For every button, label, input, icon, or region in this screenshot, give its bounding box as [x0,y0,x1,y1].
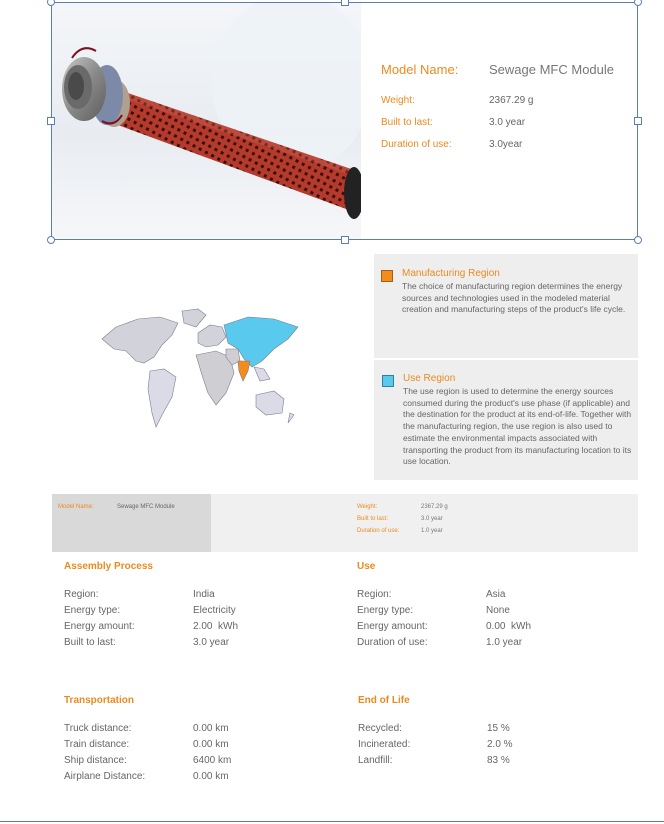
recycled-value: 15 % [487,723,510,734]
incinerated-label: Incinerated: [358,739,411,750]
use-duration-label: Duration of use: [357,637,428,648]
summary-weight-label: Weight: [357,504,378,510]
airplane-distance-label: Airplane Distance: [64,771,146,782]
use-region-label: Region: [357,589,392,600]
built-to-last-label: Built to last: [381,117,433,128]
resize-handle-bottom-center[interactable] [341,236,349,244]
assembly-energy-amount-value: 2.00 kWh [193,621,239,632]
assembly-energy-amount-label: Energy amount: [64,621,135,632]
weight-value: 2367.29 g [489,95,534,106]
resize-handle-top-right[interactable] [634,0,642,6]
train-distance-label: Train distance: [64,739,130,750]
train-distance-value: 0.00 km [193,739,229,750]
map-north-america [102,317,178,363]
assembly-energy-type-label: Energy type: [64,605,121,616]
summary-model-label: Model Name: [58,504,94,510]
ship-distance-label: Ship distance: [64,755,127,766]
use-energy-type-value: None [486,605,510,616]
resize-handle-bottom-left[interactable] [47,236,55,244]
summary-built-to-last-label: Built to last: [357,516,389,522]
assembly-built-to-last-label: Built to last: [64,637,116,648]
assembly-energy-type-value: Electricity [193,605,236,616]
resize-handle-top-center[interactable] [341,0,349,6]
landfill-label: Landfill: [358,755,393,766]
summary-model-value: Sewage MFC Module [117,504,175,510]
map-south-america [148,369,176,427]
use-energy-amount-value: 0.00 kWh [486,621,532,632]
map-greenland [182,309,206,327]
map-australia [256,391,284,415]
incinerated-value: 2.0 % [487,739,513,750]
truck-distance-label: Truck distance: [64,723,132,734]
duration-of-use-label: Duration of use: [381,139,452,150]
model-name-label: Model Name: [381,62,459,77]
truck-distance-value: 0.00 km [193,723,229,734]
use-region-swatch [382,375,394,387]
use-energy-amount-label: Energy amount: [357,621,428,632]
duration-of-use-value: 3.0year [489,139,523,150]
use-region-value: Asia [486,589,506,600]
resize-handle-middle-right[interactable] [634,117,642,125]
product-image [52,3,361,239]
map-europe [198,325,226,347]
resize-handle-middle-left[interactable] [47,117,55,125]
assembly-built-to-last-value: 3.0 year [193,637,230,648]
ship-distance-value: 6400 km [193,755,232,766]
map-southeast-asia [254,367,270,381]
manufacturing-region-title: Manufacturing Region [402,268,500,279]
use-duration-value: 1.0 year [486,637,523,648]
resize-handle-bottom-right[interactable] [634,236,642,244]
recycled-label: Recycled: [358,723,402,734]
weight-label: Weight: [381,95,415,106]
landfill-value: 83 % [487,755,510,766]
assembly-region-label: Region: [64,589,99,600]
use-energy-type-label: Energy type: [357,605,414,616]
manufacturing-region-description: The choice of manufacturing region determines the energy sources and technologies used in the modeled material creation and manufacturing steps of the product's life cycle. [402,281,626,315]
transportation-title: Transportation [64,695,135,706]
summary-duration-label: Duration of use: [357,528,400,534]
page-bottom-border [0,821,664,822]
region-panel-divider [374,358,638,360]
map-india [238,361,250,381]
model-name-value: Sewage MFC Module [489,62,614,77]
manufacturing-region-swatch [381,270,393,282]
built-to-last-value: 3.0 year [489,117,526,128]
summary-duration-value: 1.0 year [421,528,443,534]
assembly-region-value: India [193,589,215,600]
end-of-life-title: End of Life [358,695,410,706]
sewage-mfc-module-render [52,3,361,239]
use-region-title: Use Region [403,373,456,384]
use-region-description: The use region is used to determine the energy sources consumed during the product's use phase (if applicable) and the destination for the product at its end-of-life. Together with the manufacturing region, the use region is also used to estimate the environmental impacts associated with transporting the product from its manufacturing location to its use location. [403,386,632,467]
summary-built-to-last-value: 3.0 year [421,516,443,522]
assembly-process-title: Assembly Process [64,561,153,572]
map-new-zealand [288,413,294,423]
world-map [98,305,303,430]
summary-weight-value: 2367.29 g [421,504,448,510]
use-title: Use [357,561,376,572]
summary-band-thumbnail [52,494,211,552]
airplane-distance-value: 0.00 km [193,771,229,782]
